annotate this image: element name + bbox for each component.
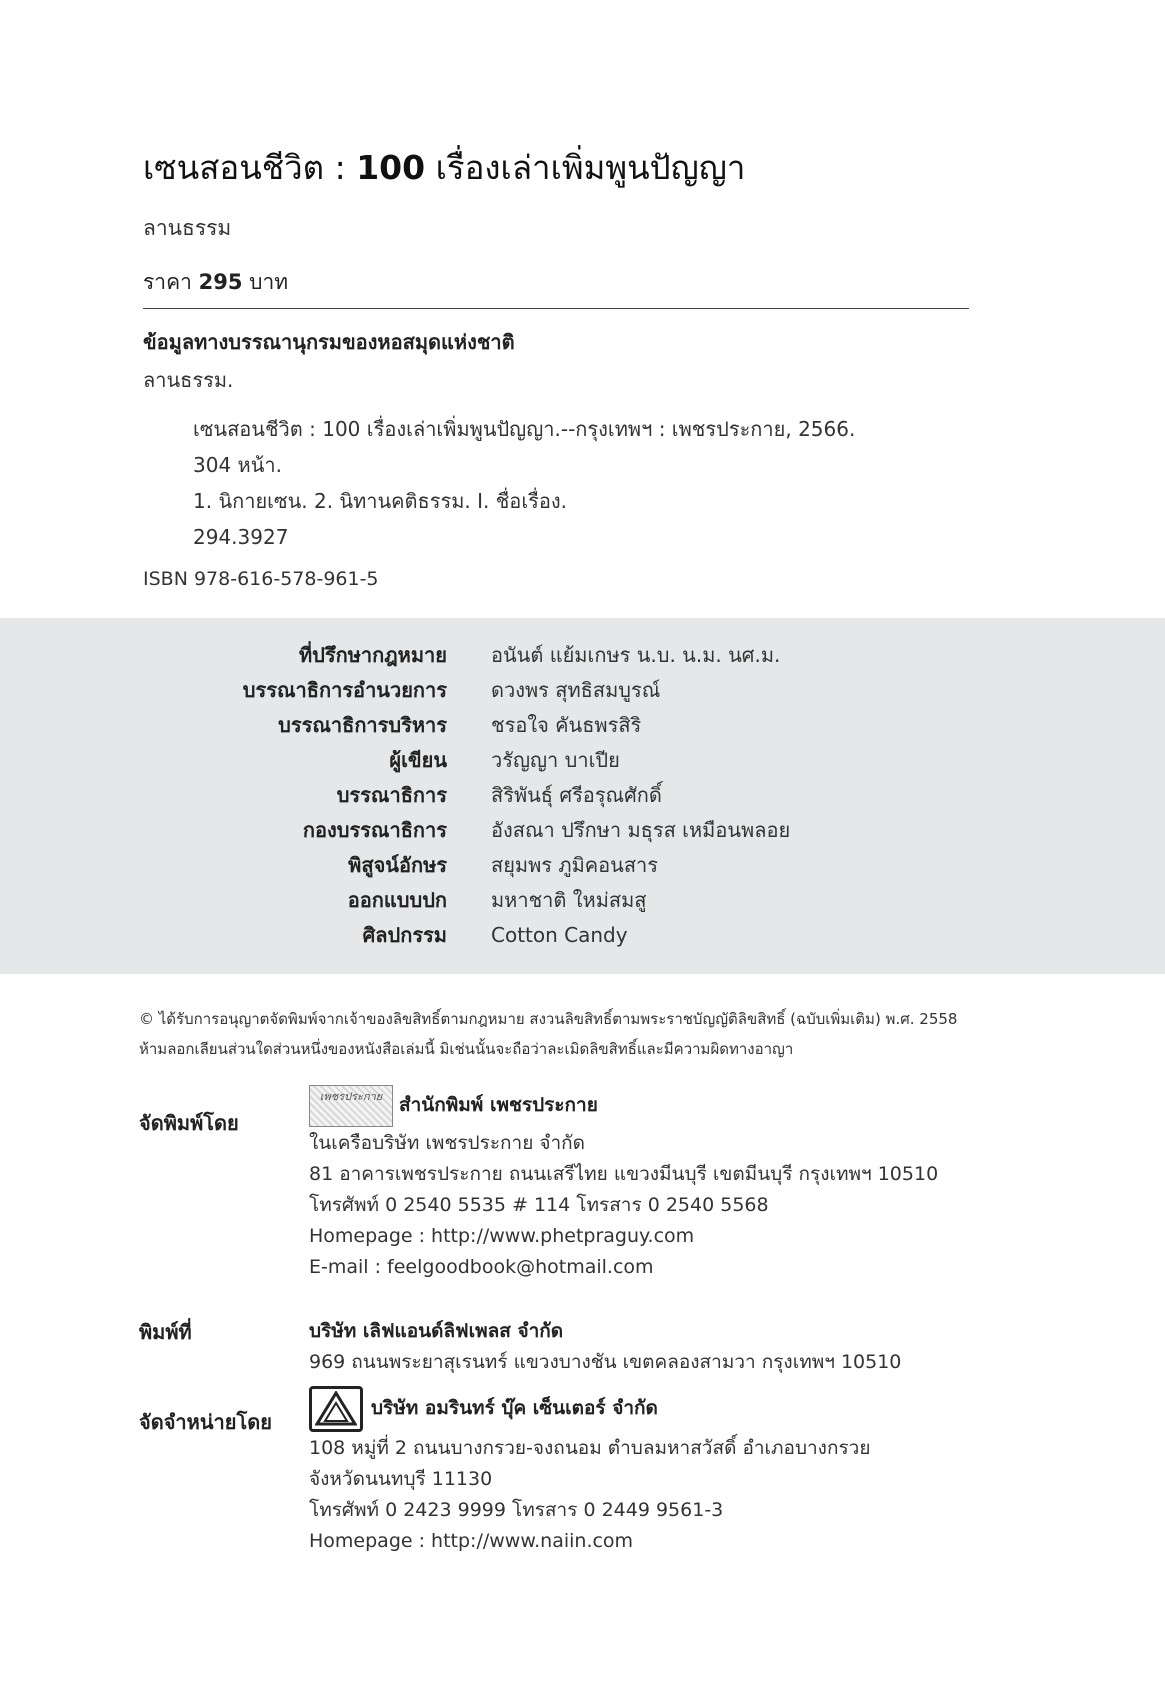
credit-role: บรรณาธิการอำนวยการ	[242, 678, 447, 702]
credit-row	[0, 815, 1165, 850]
credit-row	[0, 780, 1165, 815]
distributor-line: 108 หมู่ที่ 2 ถนนบางกรวย-จงถนอม ตำบลมหาสวัสดิ์ อำเภอบางกรวย	[309, 1437, 871, 1459]
publisher-name-row	[309, 1082, 938, 1128]
book-author: ลานธรรม	[143, 216, 232, 240]
credit-row	[0, 920, 1165, 955]
title-rest: เรื่องเล่าเพิ่มพูนปัญญา	[425, 148, 746, 187]
credit-name: มหาชาติ ใหม่สมสู	[491, 888, 647, 912]
distributor-line: Homepage : http://www.naiin.com	[309, 1530, 634, 1552]
publisher-line: ในเครือบริษัท เพชรประกาย จำกัด	[309, 1132, 586, 1154]
isbn: ISBN 978-616-578-961-5	[143, 568, 379, 590]
printer-line: 969 ถนนพระยาสุเรนทร์ แขวงบางชัน เขตคลองสามวา กรุงเทพฯ 10510	[309, 1351, 902, 1373]
publisher-line: 81 อาคารเพชรประกาย ถนนเสรีไทย แขวงมีนบุรี เขตมีนบุรี กรุงเทพฯ 10510	[309, 1163, 939, 1185]
copyright-notice	[139, 1004, 957, 1064]
distributor-label: จัดจำหน่ายโดย	[139, 1410, 272, 1434]
credit-name: ชรอใจ คันธพรสิริ	[491, 713, 642, 737]
publisher-line: Homepage : http://www.phetpraguy.com	[309, 1225, 695, 1247]
cip-author: ลานธรรม.	[143, 368, 234, 392]
credit-role: บรรณาธิการบริหาร	[278, 713, 447, 737]
publisher-line: E-mail : feelgoodbook@hotmail.com	[309, 1256, 654, 1278]
title-main: เซนสอนชีวิต :	[143, 148, 357, 187]
publisher-block	[309, 1082, 938, 1283]
credit-name: อนันต์ แย้มเกษร น.บ. น.ม. นศ.ม.	[491, 643, 781, 667]
credit-name: วรัญญา บาเปีย	[491, 748, 620, 772]
credit-role: กองบรรณาธิการ	[302, 818, 447, 842]
cip-line: 304 หน้า.	[193, 453, 282, 477]
distributor-name-row	[309, 1383, 870, 1433]
credit-row	[0, 885, 1165, 920]
copyright-line: © ได้รับการอนุญาตจัดพิมพ์จากเจ้าของลิขสิทธิ์ตามกฎหมาย สงวนลิขสิทธิ์ตามพระราชบัญญัติลิขสิทธิ์ (ฉบับเพิ่มเติม) พ.ศ. 2558	[139, 1010, 958, 1028]
credit-row	[0, 640, 1165, 675]
credit-role: บรรณาธิการ	[336, 783, 447, 807]
distributor-block	[309, 1383, 870, 1557]
printer-block	[309, 1316, 901, 1378]
distributor-line: โทรศัพท์ 0 2423 9999 โทรสาร 0 2449 9561-3	[309, 1499, 724, 1521]
cip-line: 294.3927	[193, 525, 289, 549]
printer-name: บริษัท เลิฟแอนด์ลิฟเพลส จำกัด	[309, 1320, 564, 1342]
credit-row	[0, 850, 1165, 885]
divider	[143, 308, 969, 309]
credit-role: ออกแบบปก	[347, 888, 447, 912]
credit-role: ผู้เขียน	[389, 748, 447, 772]
credit-name: สยุมพร ภูมิคอนสาร	[491, 853, 659, 877]
credit-name: สิริพันธุ์ ศรีอรุณศักดิ์	[491, 783, 662, 807]
cip-record	[193, 414, 855, 558]
triangle-logo-icon	[309, 1386, 363, 1432]
price-amount: 295	[198, 270, 243, 294]
printer-label: พิมพ์ที่	[139, 1320, 192, 1344]
credit-row	[0, 745, 1165, 780]
publisher-name: สำนักพิมพ์ เพชรประกาย	[399, 1094, 598, 1116]
credit-name: อังสณา ปรึกษา มธุรส เหมือนพลอย	[491, 818, 791, 842]
credit-role: พิสูจน์อักษร	[348, 853, 447, 877]
credit-name: Cotton Candy	[491, 923, 628, 947]
publisher-logo: เพชรประกาย	[309, 1085, 393, 1127]
price-prefix: ราคา	[143, 270, 199, 294]
copyright-line: ห้ามลอกเลียนส่วนใดส่วนหนึ่งของหนังสือเล่มนี้ มิเช่นนั้นจะถือว่าละเมิดลิขสิทธิ์และมีความผิดทางอาญา	[139, 1040, 794, 1058]
credit-name: ดวงพร สุทธิสมบูรณ์	[491, 678, 661, 702]
credit-role: ศิลปกรรม	[362, 923, 447, 947]
book-title	[143, 146, 745, 190]
price-suffix: บาท	[242, 270, 289, 294]
title-number: 100	[356, 148, 426, 187]
publisher-line: โทรศัพท์ 0 2540 5535 # 114 โทรสาร 0 2540 5568	[309, 1194, 769, 1216]
distributor-line: จังหวัดนนทบุรี 11130	[309, 1468, 493, 1490]
cip-line: 1. นิกายเซน. 2. นิทานคติธรรม. I. ชื่อเรื่อง.	[193, 489, 568, 513]
credit-role: ที่ปรึกษากฎหมาย	[299, 643, 447, 667]
book-price	[143, 266, 288, 299]
cip-heading: ข้อมูลทางบรรณานุกรมของหอสมุดแห่งชาติ	[143, 330, 515, 354]
credit-row	[0, 710, 1165, 745]
distributor-name: บริษัท อมรินทร์ บุ๊ค เซ็นเตอร์ จำกัด	[371, 1397, 658, 1419]
credits-panel	[0, 618, 1165, 974]
credit-row	[0, 675, 1165, 710]
publisher-label: จัดพิมพ์โดย	[139, 1111, 239, 1135]
cip-line: เซนสอนชีวิต : 100 เรื่องเล่าเพิ่มพูนปัญญา.--กรุงเทพฯ : เพชรประกาย, 2566.	[193, 417, 856, 441]
